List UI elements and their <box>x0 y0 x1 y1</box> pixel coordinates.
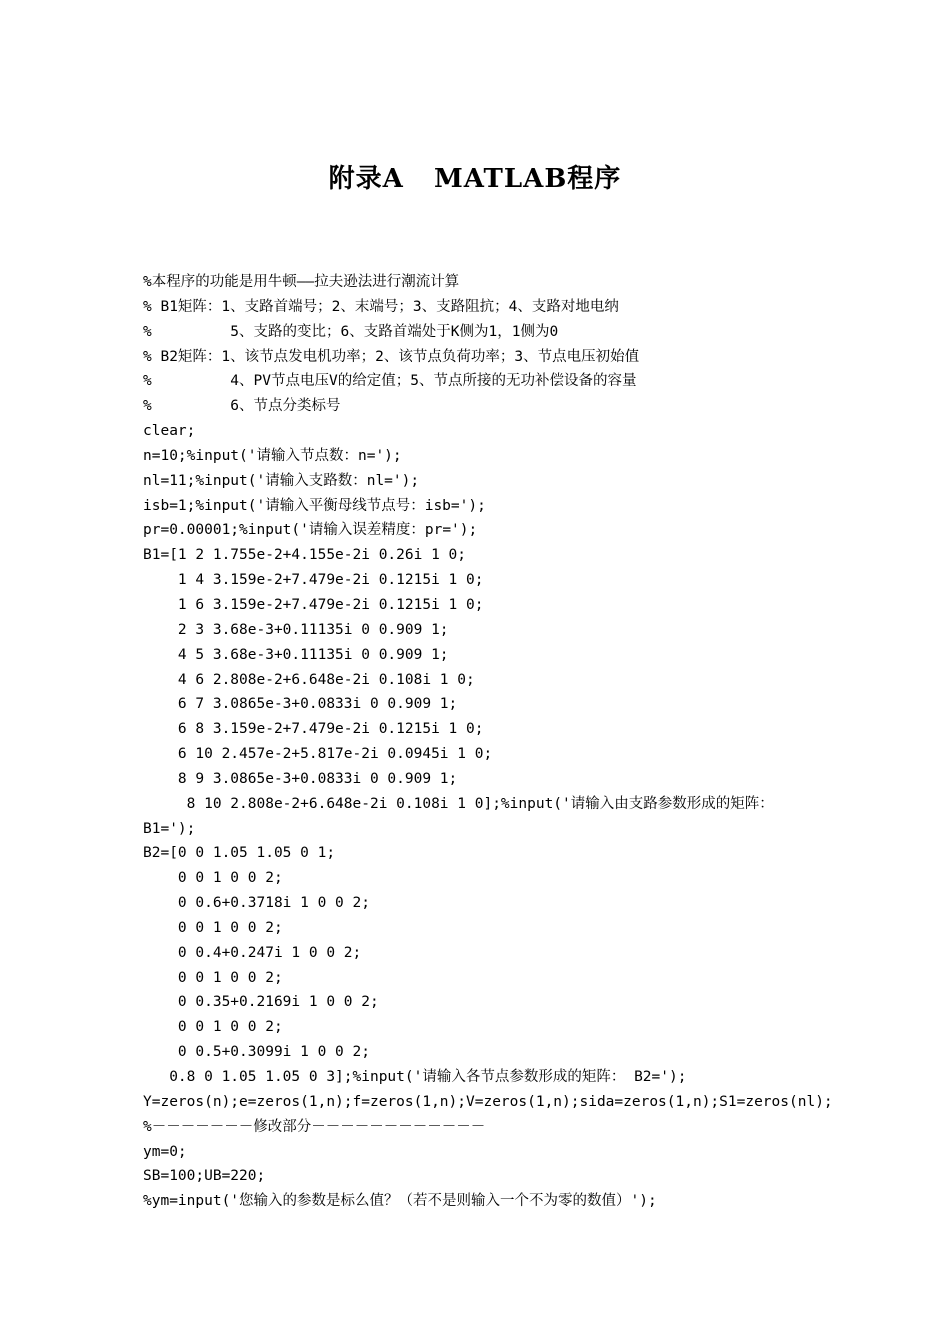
code-line: Y=zeros(n);e=zeros(1,n);f=zeros(1,n);V=zeros(1,n);sida=zeros(1,n);S1=zeros(nl); <box>143 1093 833 1110</box>
code-line: 6 10 2.457e-2+5.817e-2i 0.0945i 1 0; <box>143 746 493 763</box>
code-line: % B1矩阵：1、支路首端号；2、末端号；3、支路阻抗；4、支路对地电纳 <box>143 298 619 315</box>
code-line: n=10;%input('请输入节点数：n='); <box>143 447 402 464</box>
code-line: %本程序的功能是用牛顿——拉夫逊法进行潮流计算 <box>143 274 460 290</box>
code-line: % 6、节点分类标号 <box>143 398 341 415</box>
code-line: 0 0.6+0.3718i 1 0 0 2; <box>143 895 370 912</box>
code-line: %－－－－－－－修改部分－－－－－－－－－－－－ <box>143 1118 486 1135</box>
code-line: 6 7 3.0865e-3+0.0833i 0 0.909 1; <box>143 696 458 713</box>
code-line: 8 9 3.0865e-3+0.0833i 0 0.909 1; <box>143 770 458 787</box>
code-line: 1 6 3.159e-2+7.479e-2i 0.1215i 1 0; <box>143 596 484 613</box>
code-line: B1=[1 2 1.755e-2+4.155e-2i 0.26i 1 0; <box>143 547 467 564</box>
page-title: 附录A MATLAB程序 <box>328 164 622 194</box>
code-line: % 4、PV节点电压V的给定值；5、节点所接的无功补偿设备的容量 <box>143 373 637 390</box>
code-line: %ym=input('您输入的参数是标么值？（若不是则输入一个不为零的数值）'); <box>143 1193 657 1210</box>
code-line: 0 0.4+0.247i 1 0 0 2; <box>143 944 362 961</box>
code-line: 0.8 0 1.05 1.05 0 3];%input('请输入各节点参数形成的矩阵： B2='); <box>143 1069 687 1085</box>
code-line: 0 0 1 0 0 2; <box>143 969 283 986</box>
code-line: 0 0.35+0.2169i 1 0 0 2; <box>143 994 379 1011</box>
code-line: 0 0 1 0 0 2; <box>143 1019 283 1036</box>
code-line: 4 5 3.68e-3+0.11135i 0 0.909 1; <box>143 646 449 663</box>
code-line: 8 10 2.808e-2+6.648e-2i 0.108i 1 0];%input('请输入由支路参数形成的矩阵： <box>143 795 774 812</box>
code-line: 0 0.5+0.3099i 1 0 0 2; <box>143 1044 370 1061</box>
code-line: nl=11;%input('请输入支路数：nl='); <box>143 472 420 489</box>
code-line: clear; <box>143 423 196 440</box>
code-line: % B2矩阵：1、该节点发电机功率；2、该节点负荷功率；3、节点电压初始值 <box>143 348 640 365</box>
code-line: 2 3 3.68e-3+0.11135i 0 0.909 1; <box>143 621 449 638</box>
code-line: pr=0.00001;%input('请输入误差精度：pr='); <box>143 522 478 539</box>
code-line: isb=1;%input('请输入平衡母线节点号：isb='); <box>143 497 486 514</box>
code-line: B2=[0 0 1.05 1.05 0 1; <box>143 845 336 862</box>
code-line: 6 8 3.159e-2+7.479e-2i 0.1215i 1 0; <box>143 721 484 738</box>
code-line: 1 4 3.159e-2+7.479e-2i 0.1215i 1 0; <box>143 572 484 589</box>
code-line: 0 0 1 0 0 2; <box>143 870 283 887</box>
code-line: ym=0; <box>143 1143 187 1160</box>
code-line: % 5、支路的变比；6、支路首端处于K侧为1，1侧为0 <box>143 323 559 340</box>
code-line: SB=100;UB=220; <box>143 1168 266 1185</box>
code-listing <box>143 270 833 1214</box>
code-line: B1='); <box>143 820 196 837</box>
code-line: 4 6 2.808e-2+6.648e-2i 0.108i 1 0; <box>143 671 475 688</box>
code-line: 0 0 1 0 0 2; <box>143 919 283 936</box>
